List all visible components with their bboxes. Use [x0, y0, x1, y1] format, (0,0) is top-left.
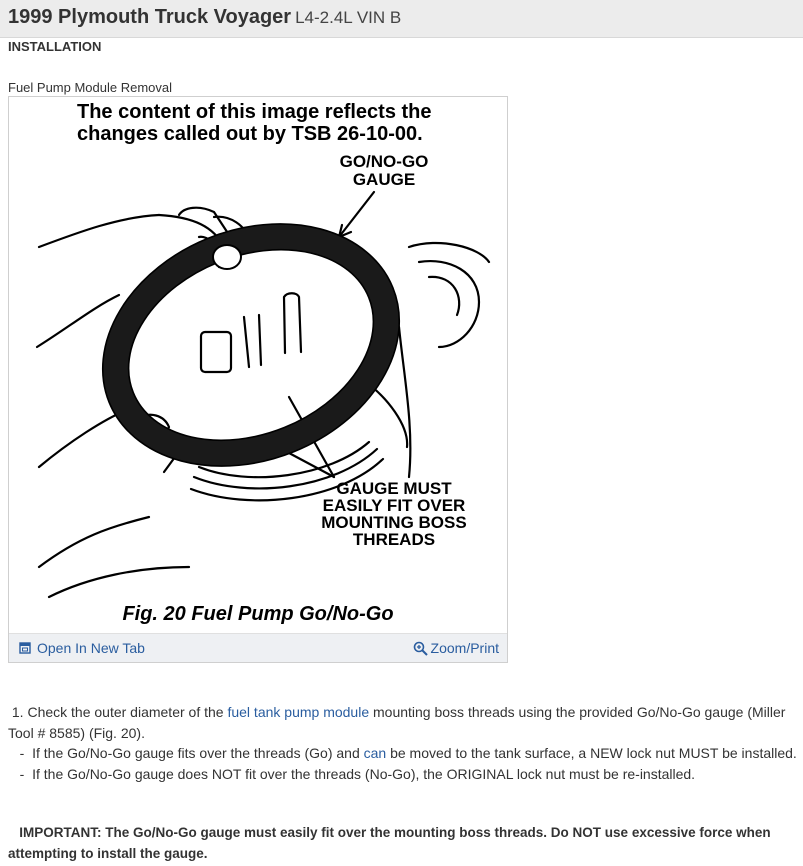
- open-in-new-tab-icon: [19, 642, 31, 654]
- figure-container: [8, 96, 508, 663]
- bullet-1-text-a: - If the Go/No-Go gauge fits over the threads (Go) and: [8, 745, 364, 761]
- zoom-magnifier-icon: [413, 641, 428, 656]
- page-title: [8, 6, 401, 29]
- step-1: [8, 702, 798, 743]
- step-1-bullet-2: - If the Go/No-Go gauge does NOT fit over the threads (No-Go), the ORIGINAL lock nut must be re-installed.: [8, 765, 696, 782]
- gauge-must-fit-label: [309, 480, 479, 548]
- gauge-drawing: [9, 97, 507, 633]
- page-header: [0, 0, 803, 38]
- open-in-new-tab-link[interactable]: [19, 640, 145, 656]
- step-1-bullet-1: [8, 743, 798, 764]
- fuel-tank-pump-module-link[interactable]: fuel tank pump module: [227, 704, 370, 720]
- zoom-print-link[interactable]: [413, 640, 499, 656]
- bullet-1-text-b: be moved to the tank surface, a NEW lock nut MUST be installed.: [386, 745, 797, 761]
- zoom-print-label: Zoom/Print: [430, 640, 499, 656]
- gauge-label-line-1: GO/NO-GO: [339, 152, 429, 171]
- must-label-line-2: EASILY FIT OVER: [322, 496, 466, 515]
- vehicle-title: 1999 Plymouth Truck Voyager: [8, 6, 292, 28]
- must-label-line-4: THREADS: [352, 530, 436, 549]
- tsb-note-line-2: changes called out by TSB 26-10-00.: [77, 123, 423, 145]
- figure-title: Fig. 20 Fuel Pump Go/No-Go: [122, 603, 394, 625]
- tsb-note-line-1: The content of this image reflects the: [77, 101, 432, 123]
- must-label-line-1: GAUGE MUST: [336, 479, 452, 498]
- step-1-text-a: 1. Check the outer diameter of the: [8, 704, 228, 720]
- figure-caption: Fuel Pump Module Removal: [8, 80, 173, 95]
- gauge-label-line-2: GAUGE: [352, 170, 416, 189]
- important-note: IMPORTANT: The Go/No-Go gauge must easily fit over the mounting boss threads. Do NOT use excessive force when attempting to install the gauge.: [8, 825, 775, 861]
- must-label-line-3: MOUNTING BOSS: [321, 513, 467, 532]
- step-1-text-b: mounting boss threads using the provided Go/No-Go gauge (Miller Tool # 8585) (Fig. 20).: [8, 704, 786, 741]
- engine-subtitle: L4-2.4L VIN B: [295, 8, 402, 27]
- fuel-pump-gauge-illustration[interactable]: [9, 97, 507, 633]
- open-in-new-tab-label: Open In New Tab: [37, 640, 145, 656]
- section-heading: INSTALLATION: [8, 39, 102, 54]
- figure-toolbar: [9, 633, 507, 662]
- can-link[interactable]: can: [363, 745, 387, 761]
- instruction-steps: [8, 702, 798, 784]
